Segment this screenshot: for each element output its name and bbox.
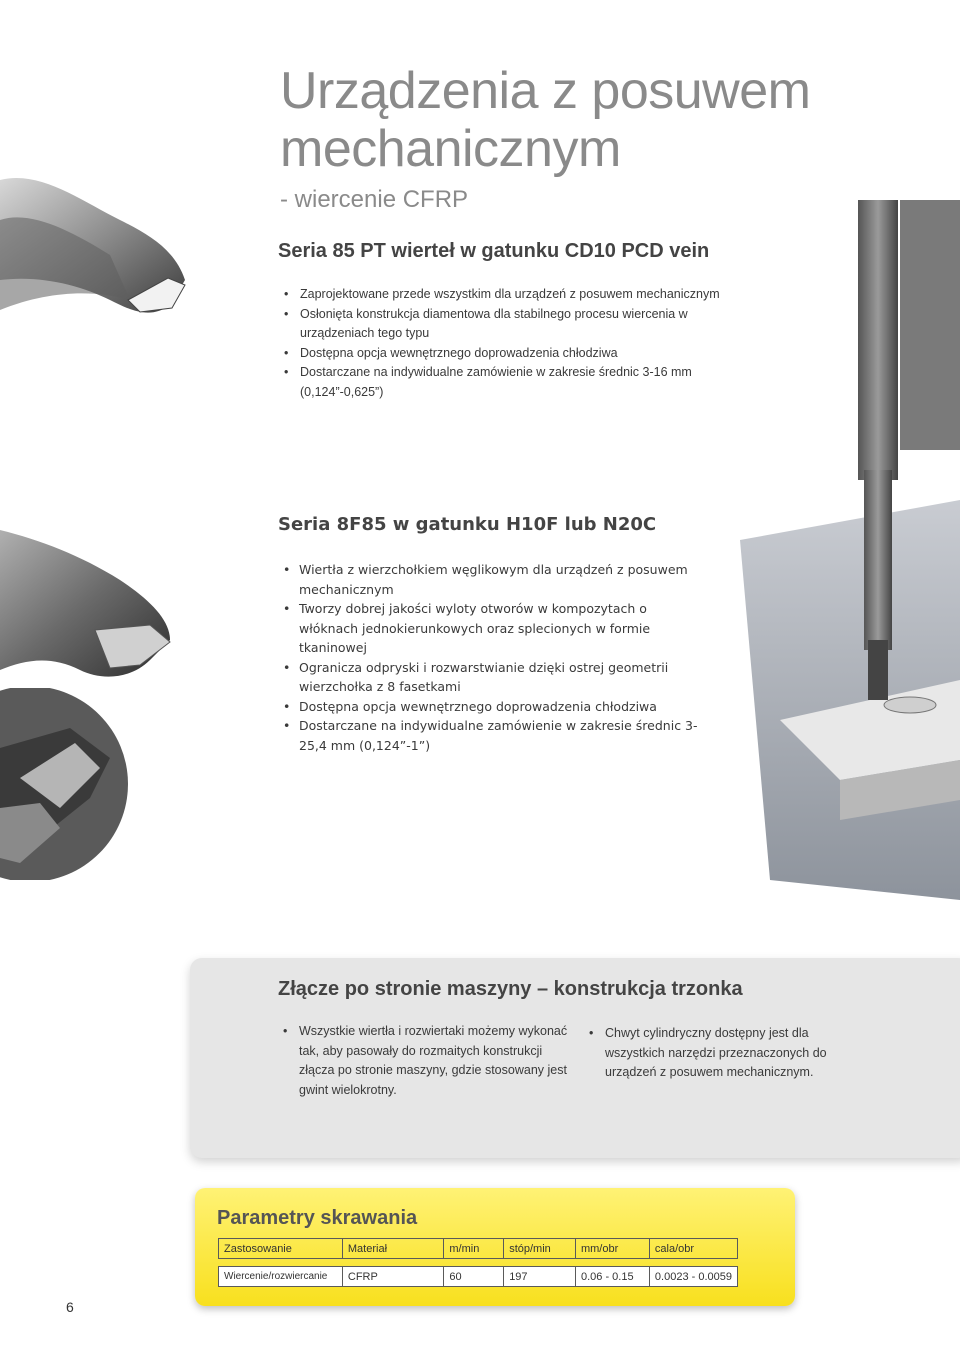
list-item: • Zaprojektowane przede wszystkim dla urządzeń z posuwem mechanicznym [282,285,742,305]
list-item: • Tworzy dobrej jakości wyloty otworów w kompozytach o włóknach jednokierunkowych oraz splecionych w formie tkaninowej [281,599,701,658]
table-cell: 197 [504,1267,576,1287]
list-item: • Dostarczane na indywidualne zamówienie w zakresie średnic 3-16 mm (0,124”-0,625”) [282,363,742,402]
table-cell: 0.0023 - 0.0059 [649,1267,737,1287]
list-item: • Dostępna opcja wewnętrznego doprowadzenia chłodziwa [282,344,742,364]
connector-list-right [587,1024,867,1083]
page-title: Urządzenia z posuwem mechanicznym [280,62,811,178]
table-cell: Wiercenie/rozwiercanie [219,1267,343,1287]
list-item: • Dostępna opcja wewnętrznego doprowadzenia chłodziwa [281,697,701,717]
table-header-cell: Zastosowanie [219,1239,343,1259]
table-cell: 60 [444,1267,504,1287]
series-85pt-feature-list [282,285,742,402]
table-header-cell: mm/obr [575,1239,649,1259]
table-header-row [219,1239,738,1259]
cutting-parameters-title: Parametry skrawania [217,1207,418,1229]
table-header-cell: cala/obr [649,1239,737,1259]
table-header-cell: Materiał [342,1239,443,1259]
cutting-parameters-table [218,1238,738,1287]
table-header-cell: stóp/min [504,1239,576,1259]
drill-bit-illustration-top [0,160,195,345]
connector-section-title: Złącze po stronie maszyny – konstrukcja trzonka [278,978,743,1000]
drill-bit-illustration-middle [0,520,180,685]
list-item: • Ogranicza odpryski i rozwarstwianie dzięki ostrej geometrii wierzchołka z 8 fasetkami [281,658,701,697]
page-number: 6 [66,1299,74,1315]
drill-tip-closeup-illustration [0,688,128,880]
series-8f85-feature-list [281,560,701,755]
list-item: • Chwyt cylindryczny dostępny jest dla wszystkich narzędzi przeznaczonych do urządzeń z posuwem mechanicznym. [587,1024,867,1083]
table-cell: 0.06 - 0.15 [575,1267,649,1287]
list-item: • Wszystkie wiertła i rozwiertaki możemy wykonać tak, aby pasowały do rozmaitych konstrukcji złącza po stronie maszyny, gdzie stosowany jest gwint wielokrotny. [281,1022,571,1100]
table-spacer [219,1259,738,1267]
section-title-series-85pt: Seria 85 PT wierteł w gatunku CD10 PCD vein [278,240,710,262]
section-title-series-8f85: Seria 8F85 w gatunku H10F lub N20C [278,514,657,535]
table-header-cell: m/min [444,1239,504,1259]
list-item: • Osłonięta konstrukcja diamentowa dla stabilnego procesu wiercenia w urządzeniach tego typu [282,305,742,344]
table-row [219,1267,738,1287]
table-cell: CFRP [342,1267,443,1287]
page-subtitle: - wiercenie CFRP [280,186,469,213]
list-item: • Dostarczane na indywidualne zamówienie w zakresie średnic 3-25,4 mm (0,124”-1”) [281,716,701,755]
connector-list-left [281,1022,571,1100]
list-item: • Wiertła z wierzchołkiem węglikowym dla urządzeń z posuwem mechanicznym [281,560,701,599]
drilling-machine-illustration [740,200,960,900]
